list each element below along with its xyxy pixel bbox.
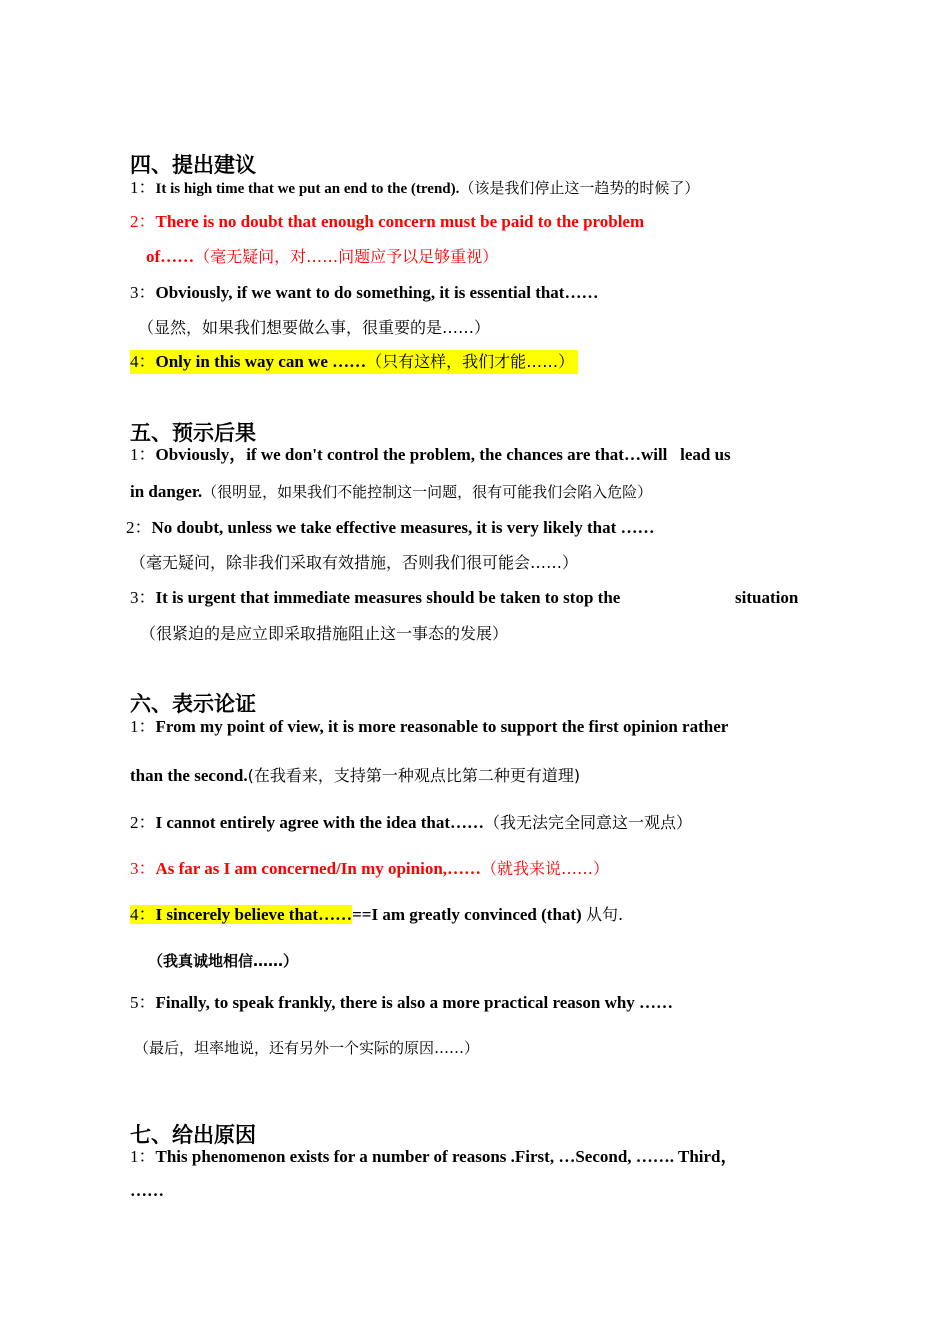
section-heading-5: 五、预示后果 [130, 421, 256, 445]
item-english-cont: in danger. [130, 482, 203, 501]
s4-item-3-cn [138, 316, 490, 340]
item-number: 2： [126, 518, 152, 537]
item-number: 4： [130, 352, 156, 371]
item-english: As far as I am concerned/In my opinion,…… [155, 859, 482, 878]
item-english-cont: than the second. [130, 766, 248, 785]
s4-item-3 [130, 281, 598, 305]
item-chinese: （很紧迫的是应立即采取措施阻止这一事态的发展） [140, 624, 509, 643]
item-chinese: （很明显，如果我们不能控制这一问题，很有可能我们会陷入危险） [202, 483, 653, 501]
s6-item-1 [130, 715, 728, 739]
s4-item-1 [130, 176, 699, 201]
item-english: I sincerely believe that…… [155, 905, 353, 924]
item-english-rest: ==I am greatly convinced (that) [352, 905, 586, 924]
item-english: It is high time that we put an end to the (trend). [155, 181, 460, 197]
s6-item-1-cont [130, 764, 580, 788]
item-number: 1： [130, 445, 156, 464]
item-chinese: （最后，坦率地说，还有另外一个实际的原因……） [134, 1039, 480, 1057]
item-english: There is no doubt that enough concern must be paid to the problem [155, 212, 645, 231]
item-number: 3： [130, 859, 156, 878]
section-heading-7: 七、给出原因 [130, 1123, 256, 1147]
item-english-cont: of…… [146, 247, 195, 266]
item-number: 5： [130, 993, 156, 1012]
item-number: 1： [130, 178, 156, 197]
s5-item-3 [130, 586, 620, 610]
s5-item-1-cont [130, 480, 652, 504]
item-number: 3： [130, 283, 156, 302]
s6-item-4-cn [148, 949, 298, 973]
item-chinese: （我真诚地相信……） [148, 952, 299, 970]
item-english: Finally, to speak frankly, there is also a more practical reason why …… [155, 993, 674, 1012]
item-number: 2： [130, 212, 156, 231]
s5-item-1 [130, 443, 731, 467]
item-number: 2： [130, 813, 156, 832]
s5-item-3-tail [735, 586, 798, 610]
item-number: 3： [130, 588, 156, 607]
item-chinese-tail: 从句. [585, 905, 624, 924]
item-english: This phenomenon exists for a number of reasons .First, …Second, ……. Third， [155, 1147, 738, 1166]
item-english: Only in this way can we …… [155, 352, 367, 371]
s4-item-2 [130, 210, 644, 234]
item-english: No doubt, unless we take effective measures, it is very likely that …… [151, 518, 655, 537]
s5-item-3-cn [140, 622, 508, 646]
item-chinese: （我无法完全同意这一观点） [483, 813, 692, 832]
section-heading-6: 六、表示论证 [130, 692, 256, 716]
item-english: From my point of view, it is more reasonable to support the first opinion rather [155, 717, 729, 736]
s4-item-2-cont [146, 245, 498, 269]
s6-item-5-cn [134, 1036, 479, 1060]
item-english-cont: …… [130, 1181, 164, 1200]
s4-item-4 [130, 350, 578, 374]
item-english: Obviously, if we want to do something, it is essential that…… [155, 283, 599, 302]
section-heading-4: 四、提出建议 [130, 153, 256, 177]
item-chinese: （该是我们停止这一趋势的时候了） [459, 179, 700, 197]
s5-item-2-cn [130, 551, 578, 575]
item-number: 4： [130, 905, 156, 924]
item-english: It is urgent that immediate measures should be taken to stop the [155, 588, 621, 607]
s6-item-3 [130, 857, 609, 881]
item-chinese: （毫无疑问，对……问题应予以足够重视） [194, 247, 499, 266]
s5-item-2 [126, 516, 655, 540]
item-number: 1： [130, 1147, 156, 1166]
s7-item-1-cont [130, 1179, 164, 1203]
s7-item-1 [130, 1145, 738, 1169]
item-english: I cannot entirely agree with the idea that…… [155, 813, 484, 832]
s6-item-5 [130, 991, 673, 1015]
item-chinese: (在我看来，支持第一种观点比第二种更有道理) [247, 766, 581, 785]
s6-item-4 [130, 903, 623, 927]
s6-item-2 [130, 811, 692, 835]
item-number: 1： [130, 717, 156, 736]
item-chinese: （显然，如果我们想要做么事，很重要的是……） [138, 318, 491, 337]
item-english: Obviously，if we don't control the problem, the chances are that…will lead us [155, 445, 731, 464]
item-chinese: （毫无疑问，除非我们采取有效措施，否则我们很可能会……） [130, 553, 579, 572]
item-chinese: （就我来说……） [481, 859, 610, 878]
item-english-tail: situation [735, 588, 799, 607]
item-chinese: （只有这样，我们才能……） [366, 352, 575, 371]
